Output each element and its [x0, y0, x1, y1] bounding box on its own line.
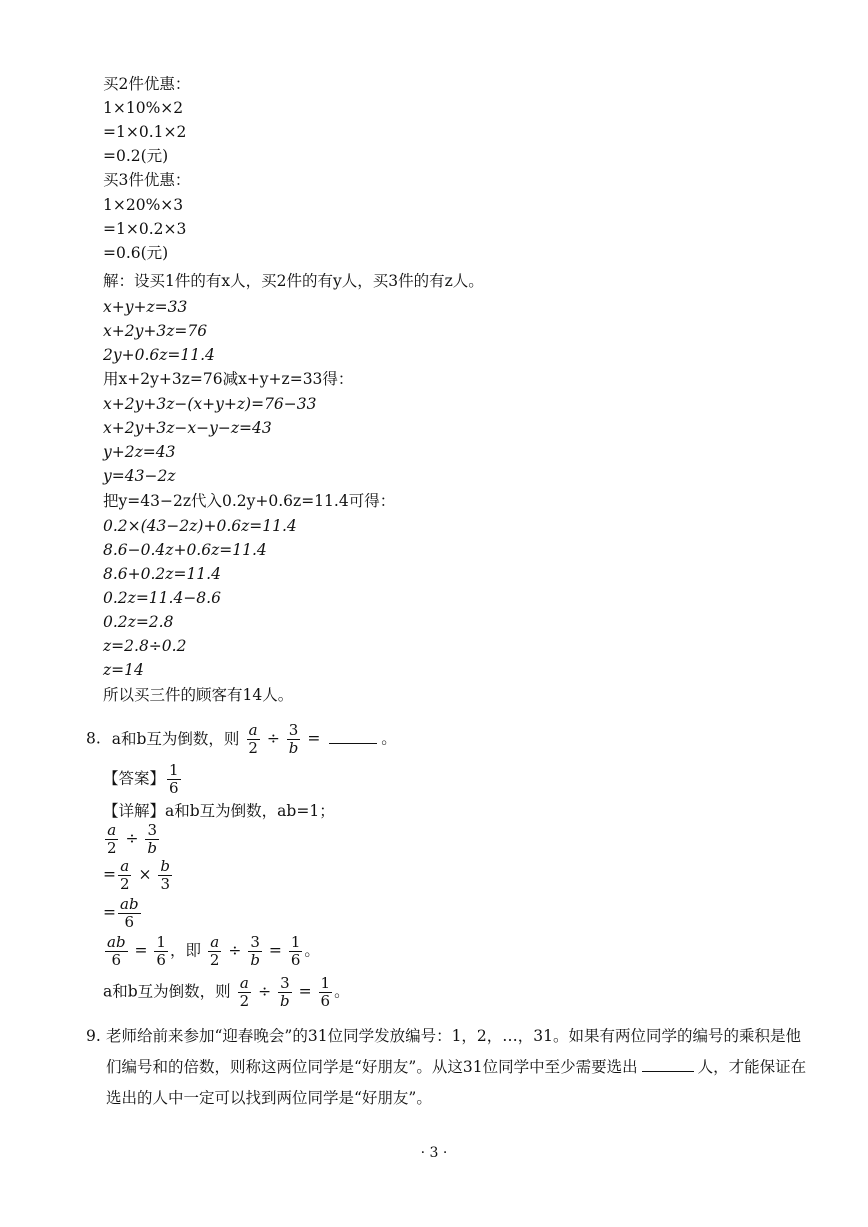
solution-line: 1×10%×2	[103, 99, 184, 117]
question-number: 8.	[86, 729, 101, 748]
answer-blank	[642, 1057, 694, 1072]
detail-step: $\frac{ab}{6}$ = $\frac{1}{6}$ ，即 $\frac{a}{2}$ ÷ $\frac{3}{b}$ = $\frac{1}{6}$ 。	[107, 933, 320, 969]
equation-line: 0.2×(43−2z)+0.6z=11.4	[103, 517, 297, 535]
equation-line: z=2.8÷0.2	[103, 637, 187, 655]
solution-line: =0.2(元)	[103, 147, 169, 165]
solution-line: 买3件优惠：	[103, 171, 191, 189]
detail-step: = $\frac{ab}{6}$	[103, 895, 139, 931]
equation-line: 2y+0.6z=11.4	[103, 346, 215, 364]
solution-line: 用x+2y+3z=76减x+y+z=33得：	[103, 370, 354, 388]
answer-fraction: $\frac{1}{6}$	[169, 761, 179, 797]
solution-line: 解：设买1件的有x人，买2件的有y人，买3件的有z人。	[103, 272, 484, 290]
solution-line: 1×20%×3	[103, 196, 184, 214]
equation-line: z=14	[103, 661, 144, 679]
solution-line: 所以买三件的顾客有14人。	[103, 686, 294, 704]
equation-line: 8.6−0.4z+0.6z=11.4	[103, 541, 267, 559]
equation-line: x+2y+3z−x−y−z=43	[103, 419, 272, 437]
question-text: 老师给前来参加“迎春晚会”的31位同学发放编号：1，2，…，31。如果有两位同学的编号的乘积是他们编号和的倍数，则称这两位同学是“好朋友”。从这31位同学中至少需要选出	[106, 1027, 802, 1076]
fraction: $\frac{3}{b}$	[288, 721, 299, 757]
detail-label: 【详解】	[103, 802, 166, 820]
equation-line: x+2y+3z=76	[103, 322, 208, 340]
detail-step: $\frac{a}{2}$ ÷ $\frac{3}{b}$	[107, 821, 158, 857]
question-9	[86, 1021, 810, 1114]
solution-line: =1×0.2×3	[103, 220, 187, 238]
detail-line	[103, 801, 335, 821]
detail-text: a和b互为倒数，ab=1；	[165, 802, 335, 820]
solution-line: =1×0.1×2	[103, 123, 187, 141]
equation-line: x+y+z=33	[103, 298, 188, 316]
question-text: a和b互为倒数，则	[111, 729, 240, 748]
equation-line: y+2z=43	[103, 443, 176, 461]
detail-step: = $\frac{a}{2}$ × $\frac{b}{3}$	[103, 857, 171, 893]
fraction: $\frac{a}{2}$	[248, 721, 258, 757]
answer-blank	[329, 729, 377, 744]
solution-line: 把y=43−2z代入0.2y+0.6z=11.4可得：	[103, 492, 396, 510]
answer-line	[103, 762, 183, 797]
answer-label: 【答案】	[103, 769, 166, 788]
question-text-end: 人，才能保证在选出的人中一定可以找到两位同学是“好朋友”。	[106, 1058, 807, 1107]
equation-line: 0.2z=11.4−8.6	[103, 589, 221, 607]
equation-line: 0.2z=2.8	[103, 613, 174, 631]
question-8: 8. a和b互为倒数，则 $\frac{a}{2}$ ÷ $\frac{3}{b}$ = 。	[86, 721, 397, 757]
detail-conclusion: a和b互为倒数，则 $\frac{a}{2}$ ÷ $\frac{3}{b}$ = $\frac{1}{6}$ 。	[103, 974, 350, 1010]
solution-line: 买2件优惠：	[103, 75, 191, 93]
page-number: · 3 ·	[420, 1145, 448, 1161]
equation-line: y=43−2z	[103, 467, 176, 485]
equation-line: 8.6+0.2z=11.4	[103, 565, 221, 583]
solution-line: =0.6(元)	[103, 244, 169, 262]
question-number: 9.	[86, 1027, 101, 1045]
equation-line: x+2y+3z−(x+y+z)=76−33	[103, 395, 317, 413]
